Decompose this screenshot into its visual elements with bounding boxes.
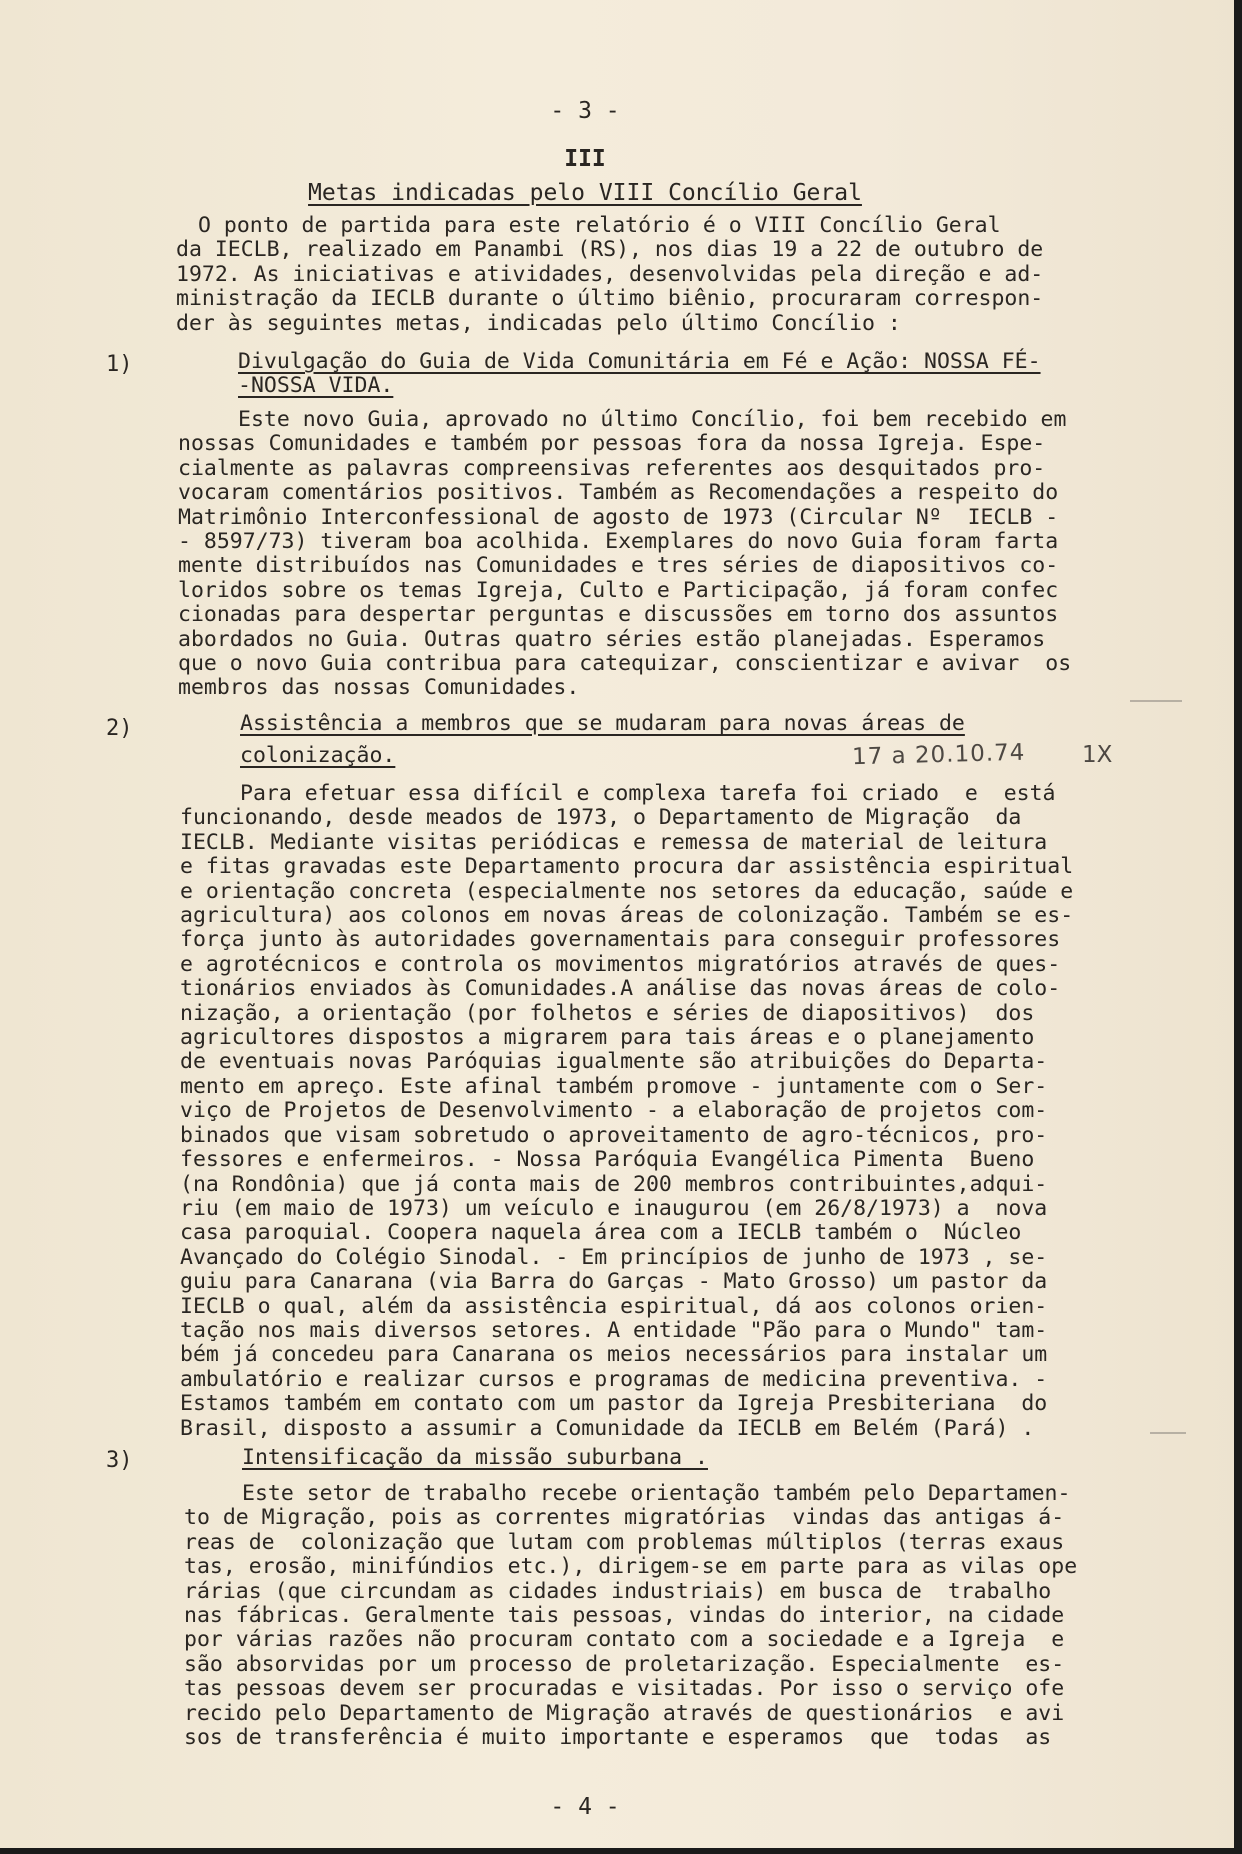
body-line: Matrimônio Interconfessional de agosto de 1973 (Circular Nº IECLB - [178, 504, 1059, 530]
body-line: ambulatório e realizar cursos e programas de medicina preventiva. - [180, 1366, 1048, 1392]
pencil-mark [1130, 700, 1182, 702]
item-heading-line: colonização. [240, 743, 396, 769]
body-line: abordados no Guia. Outras quatro séries estão planejadas. Esperamos [178, 626, 1046, 652]
body-line: Para efetuar essa difícil e complexa tarefa foi criado e está [240, 781, 1056, 806]
body-line: força junto às autoridades governamentais para conseguir professores [180, 927, 1061, 953]
intro-line: 1972. As iniciativas e atividades, desenvolvidas pela direção e ad- [176, 261, 1044, 287]
section-roman-numeral: III [564, 146, 606, 172]
body-line: IECLB o qual, além da assistência espiritual, dá aos colonos orien- [180, 1293, 1048, 1319]
item-heading-line: -NOSSA VIDA. [238, 373, 394, 399]
body-line: cionadas para despertar perguntas e discussões em torno dos assuntos [178, 602, 1059, 628]
item-body [178, 408, 1071, 701]
page-number-bottom: - 4 - [550, 1794, 620, 1820]
item-body [180, 782, 1073, 1441]
item-heading [238, 350, 1041, 399]
body-line: guiu para Canarana (via Barra do Garças - Mato Grosso) um pastor da [180, 1269, 1048, 1295]
body-line: rárias (que circundam as cidades industriais) em busca de trabalho [184, 1578, 1052, 1604]
body-line: - 8597/73) tiveram boa acolhida. Exemplares do novo Guia foram farta [178, 529, 1059, 555]
body-line: (na Rondônia) que já conta mais de 200 membros contribuintes,adqui- [180, 1171, 1048, 1197]
body-line: mento em apreço. Este afinal também promove - juntamente com o Ser- [180, 1073, 1048, 1099]
page-number-top: - 3 - [550, 98, 620, 124]
item-body [184, 1482, 1077, 1750]
body-line: sos de transferência é muito importante e esperamos que todas as [184, 1725, 1052, 1751]
body-line: e agrotécnicos e controla os movimentos migratórios através de ques- [180, 951, 1061, 977]
scan-edge [0, 1848, 1242, 1854]
item-heading-line: Assistência a membros que se mudaram para novas áreas de [240, 711, 965, 736]
item-number: 1) [106, 352, 133, 377]
body-line: nas fábricas. Geralmente tais pessoas, vindas do interior, na cidade [184, 1603, 1065, 1629]
body-line: cialmente as palavras compreensivas referentes aos desquitados pro- [178, 455, 1046, 481]
body-line: bém já concedeu para Canarana os meios necessários para instalar um [180, 1342, 1048, 1368]
intro-paragraph [176, 214, 1043, 336]
body-line: binados que visam sobretudo o aproveitamento de agro-técnicos, pro- [180, 1122, 1048, 1148]
handwritten-date-note: 17 a 20.10.74 [851, 739, 1026, 771]
body-line: Brasil, disposto a assumir a Comunidade da IECLB em Belém (Pará) . [180, 1415, 1035, 1441]
body-line: funcionando, desde meados de 1973, o Departamento de Migração da [180, 805, 1022, 831]
body-line: por várias razões não procuram contato com a sociedade e a Igreja e [184, 1627, 1065, 1653]
body-line: loridos sobre os temas Igreja, Culto e Participação, já foram confec [178, 577, 1059, 603]
body-line: de eventuais novas Paróquias igualmente são atribuições do Departa- [180, 1049, 1048, 1075]
body-line: Avançado do Colégio Sinodal. - Em princípios de junho de 1973 , se- [180, 1244, 1048, 1270]
body-line: Este setor de trabalho recebe orientação também pelo Departamen- [242, 1481, 1071, 1506]
body-line: viço de Projetos de Desenvolvimento - a elaboração de projetos com- [180, 1098, 1048, 1124]
body-line: Estamos também em contato com um pastor da Igreja Presbiteriana do [180, 1391, 1048, 1417]
item-heading [242, 1446, 708, 1470]
section-title: Metas indicadas pelo VIII Concílio Geral [308, 180, 862, 206]
body-line: membros das nossas Comunidades. [178, 675, 580, 701]
scan-edge [1234, 0, 1242, 1854]
body-line: casa paroquial. Coopera naquela área com a IECLB também o Núcleo [180, 1220, 1022, 1246]
body-line: Este novo Guia, aprovado no último Concílio, foi bem recebido em [238, 407, 1067, 432]
body-line: tas pessoas devem ser procuradas e visitadas. Por isso o serviço ofe [184, 1676, 1065, 1702]
handwritten-mark: 1X [1082, 742, 1113, 768]
body-line: fessores e enfermeiros. - Nossa Paróquia Evangélica Pimenta Bueno [180, 1147, 1035, 1173]
item-heading-line: Intensificação da missão suburbana . [242, 1445, 708, 1470]
body-line: são absorvidas por um processo de proletarização. Especialmente es- [184, 1651, 1065, 1677]
body-line: riu (em maio de 1973) um veículo e inaugurou (em 26/8/1973) a nova [180, 1195, 1048, 1221]
item-number: 2) [106, 716, 133, 741]
body-line: agricultores dispostos a migrarem para tais áreas e o planejamento [180, 1025, 1035, 1051]
body-line: mente distribuídos nas Comunidades e tres séries de diapositivos co- [178, 553, 1059, 579]
item-number: 3) [106, 1448, 133, 1473]
intro-line: O ponto de partida para este relatório é o VIII Concílio Geral [198, 213, 1001, 238]
body-line: to de Migração, pois as correntes migratórias vindas das antigas á- [184, 1505, 1065, 1531]
item-heading-line: Divulgação do Guia de Vida Comunitária em Fé e Ação: NOSSA FÉ- [238, 349, 1041, 374]
body-line: tionários enviados às Comunidades.A análise das novas áreas de colo- [180, 976, 1061, 1002]
body-line: tas, erosão, minifúndios etc.), dirigem-se em parte para as vilas ope [184, 1554, 1078, 1580]
body-line: IECLB. Mediante visitas periódicas e remessa de material de leitura [180, 829, 1048, 855]
body-line: nossas Comunidades e também por pessoas fora da nossa Igreja. Espe- [178, 431, 1046, 457]
intro-line: da IECLB, realizado em Panambi (RS), nos dias 19 a 22 de outubro de [176, 237, 1044, 263]
body-line: e fitas gravadas este Departamento procura dar assistência espiritual [180, 854, 1074, 880]
pencil-mark [1150, 1432, 1186, 1434]
intro-line: ministração da IECLB durante o último biênio, procuraram correspon- [176, 286, 1044, 312]
body-line: recido pelo Departamento de Migração através de questionários e avi [184, 1700, 1065, 1726]
intro-line: der às seguintes metas, indicadas pelo último Concílio : [176, 310, 901, 336]
body-line: vocaram comentários positivos. Também as Recomendações a respeito do [178, 480, 1059, 506]
body-line: e orientação concreta (especialmente nos setores da educação, saúde e [180, 878, 1074, 904]
body-line: tação nos mais diversos setores. A entidade "Pão para o Mundo" tam- [180, 1317, 1048, 1343]
body-line: nização, a orientação (por folhetos e séries de diapositivos) dos [180, 1000, 1035, 1026]
body-line: agricultura) aos colonos em novas áreas de colonização. Também se es- [180, 903, 1074, 929]
body-line: que o novo Guia contribua para catequizar, conscientizar e avivar os [178, 651, 1072, 677]
body-line: reas de colonização que lutam com problemas múltiplos (terras exaus [184, 1529, 1065, 1555]
